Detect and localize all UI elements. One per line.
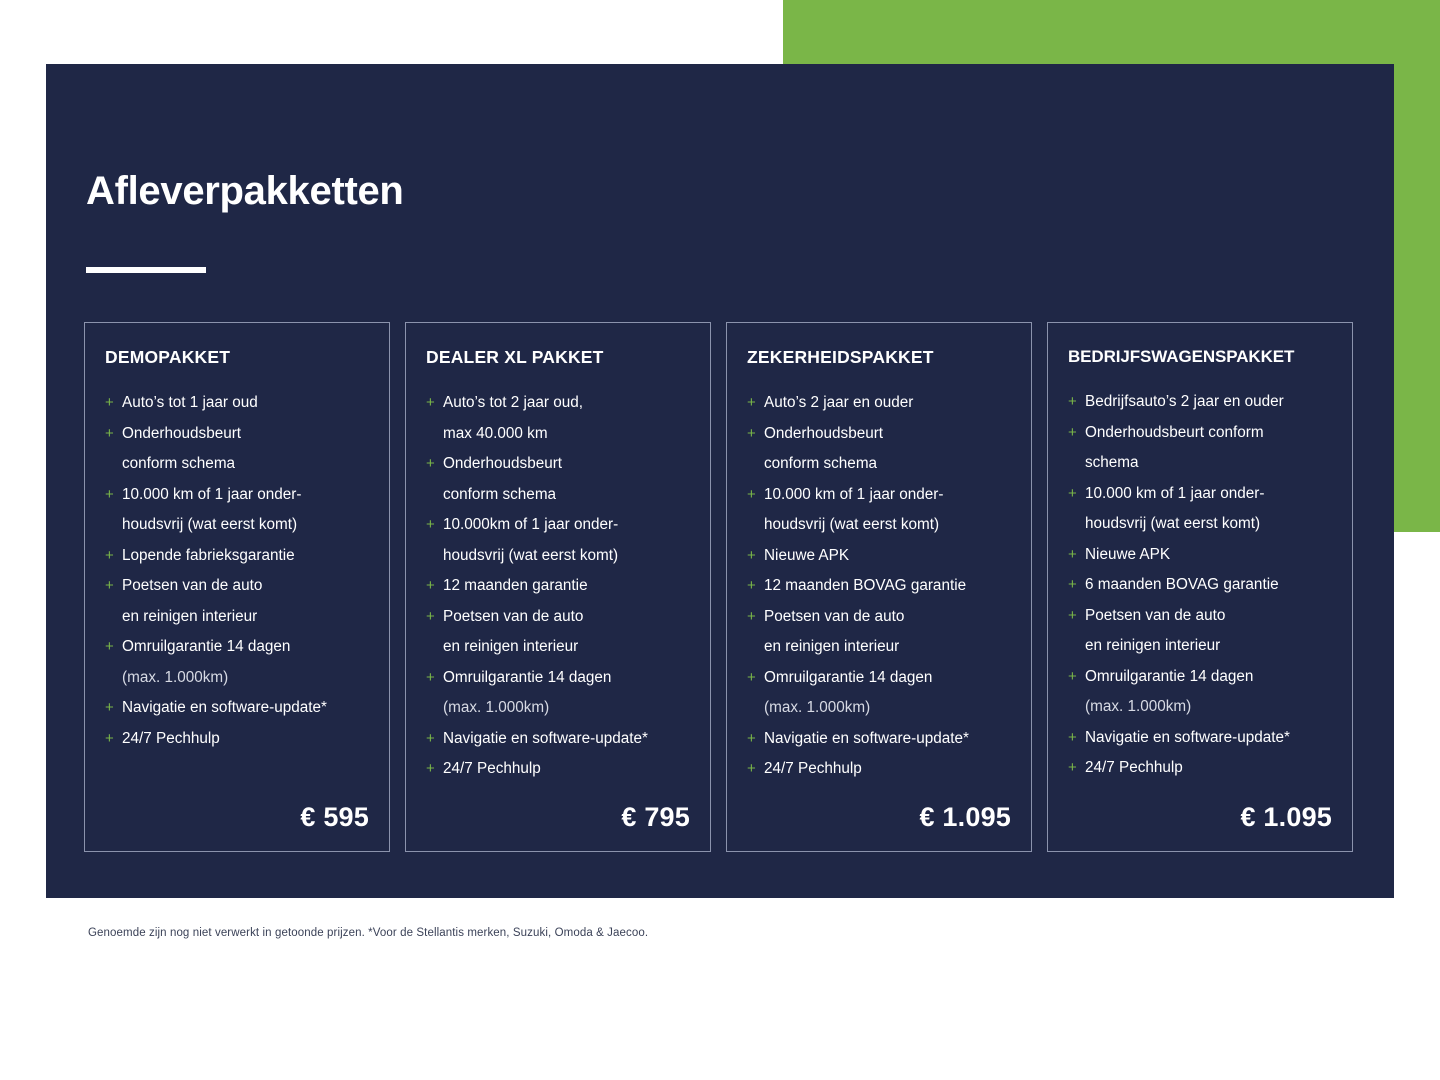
- plus-icon: +: [426, 577, 435, 594]
- package-feature-item: [1068, 570, 1332, 601]
- package-feature-label: (max. 1.000km): [1085, 698, 1192, 715]
- package-feature-label: Lopende fabrieksgarantie: [122, 546, 295, 564]
- page-title: Afleverpakketten: [86, 169, 404, 213]
- package-feature-item: [747, 510, 1011, 541]
- package-feature-item: [426, 541, 690, 572]
- package-feature-label: (max. 1.000km): [122, 668, 229, 686]
- package-feature-label: Omruilgarantie 14 dagen: [122, 638, 291, 655]
- package-feature-item: [747, 693, 1011, 724]
- package-feature-label: houdsvrij (wat eerst komt): [764, 516, 940, 533]
- plus-icon: +: [1068, 606, 1077, 624]
- package-card-title: BEDRIJFSWAGENSPAKKET: [1068, 347, 1295, 366]
- plus-icon: +: [105, 577, 114, 594]
- package-feature-item: [1068, 448, 1332, 479]
- package-feature-item: [1068, 418, 1332, 449]
- package-feature-item: [1068, 479, 1332, 510]
- package-card-title: DEMOPAKKET: [105, 347, 231, 367]
- package-feature-label: houdsvrij (wat eerst komt): [1085, 515, 1261, 532]
- plus-icon: +: [426, 760, 435, 777]
- plus-icon: +: [426, 455, 435, 472]
- package-feature-item: [1068, 601, 1332, 632]
- package-feature-label: Poetsen van de auto: [1085, 606, 1226, 624]
- package-feature-label: en reinigen interieur: [122, 607, 258, 625]
- package-feature-item: [105, 510, 369, 541]
- package-feature-label: Navigatie en software-update*: [764, 729, 969, 747]
- plus-icon: +: [747, 394, 756, 411]
- package-feature-label: 10.000km of 1 jaar onder-: [443, 516, 619, 533]
- plus-icon: +: [1068, 393, 1077, 410]
- package-feature-label: 24/7 Pechhulp: [1085, 759, 1183, 776]
- plus-icon: +: [747, 546, 756, 564]
- package-feature-item: [1068, 692, 1332, 723]
- package-feature-item: [105, 480, 369, 511]
- plus-icon: +: [1068, 667, 1077, 685]
- package-feature-label: 24/7 Pechhulp: [443, 760, 541, 777]
- package-feature-item: [747, 663, 1011, 694]
- plus-icon: +: [747, 729, 756, 747]
- package-feature-item: [747, 480, 1011, 511]
- plus-icon: +: [105, 729, 114, 747]
- package-feature-label: Poetsen van de auto: [443, 607, 584, 625]
- package-feature-list: [426, 388, 690, 785]
- package-feature-list: [747, 388, 1011, 785]
- plus-icon: +: [1068, 759, 1077, 776]
- package-feature-label: Navigatie en software-update*: [122, 699, 327, 716]
- plus-icon: +: [426, 607, 435, 625]
- package-card-list: [84, 322, 1362, 852]
- package-feature-item: [426, 724, 690, 755]
- package-feature-item: [426, 480, 690, 511]
- package-feature-label: Navigatie en software-update*: [443, 729, 648, 747]
- package-price: € 595: [300, 802, 369, 832]
- package-feature-label: en reinigen interieur: [1085, 637, 1221, 654]
- package-feature-label: conform schema: [443, 485, 557, 503]
- package-feature-item: [426, 388, 690, 419]
- package-feature-item: [426, 571, 690, 602]
- plus-icon: +: [426, 516, 435, 533]
- package-feature-item: [1068, 662, 1332, 693]
- package-feature-item: [747, 541, 1011, 572]
- package-feature-label: Omruilgarantie 14 dagen: [764, 668, 933, 686]
- package-feature-label: en reinigen interieur: [443, 638, 579, 655]
- package-feature-label: Onderhoudsbeurt: [764, 424, 884, 442]
- package-feature-item: [1068, 723, 1332, 754]
- package-feature-label: Poetsen van de auto: [122, 577, 263, 594]
- package-feature-item: [105, 632, 369, 663]
- plus-icon: +: [1068, 545, 1077, 563]
- package-feature-label: Nieuwe APK: [1085, 545, 1171, 563]
- package-feature-label: Auto’s tot 2 jaar oud,: [443, 394, 584, 411]
- package-feature-label: schema: [1085, 454, 1139, 471]
- package-feature-item: [105, 419, 369, 450]
- package-feature-label: (max. 1.000km): [764, 699, 871, 716]
- content-panel: [46, 64, 1394, 898]
- package-feature-item: [747, 419, 1011, 450]
- package-feature-label: Nieuwe APK: [764, 546, 850, 564]
- package-feature-label: 10.000 km of 1 jaar onder-: [1085, 484, 1265, 502]
- package-feature-item: [747, 449, 1011, 480]
- package-feature-item: [105, 571, 369, 602]
- package-feature-item: [105, 541, 369, 572]
- package-feature-label: Onderhoudsbeurt conform: [1085, 423, 1264, 441]
- package-feature-list: [105, 388, 369, 754]
- plus-icon: +: [747, 607, 756, 625]
- package-feature-item: [426, 602, 690, 633]
- package-feature-item: [105, 388, 369, 419]
- package-card[interactable]: [84, 322, 390, 852]
- package-card[interactable]: [1047, 322, 1353, 852]
- plus-icon: +: [747, 760, 756, 777]
- plus-icon: +: [105, 638, 114, 655]
- package-feature-item: [1068, 387, 1332, 418]
- package-feature-item: [1068, 631, 1332, 662]
- plus-icon: +: [1068, 484, 1077, 502]
- plus-icon: +: [747, 485, 756, 503]
- package-card[interactable]: [726, 322, 1032, 852]
- package-price: € 1.095: [1240, 802, 1332, 832]
- package-card[interactable]: [405, 322, 711, 852]
- package-feature-item: [747, 571, 1011, 602]
- package-card-title: ZEKERHEIDSPAKKET: [747, 347, 934, 367]
- plus-icon: +: [747, 668, 756, 686]
- package-feature-item: [1068, 509, 1332, 540]
- package-feature-item: [747, 724, 1011, 755]
- package-feature-label: Navigatie en software-update*: [1085, 728, 1290, 746]
- package-feature-item: [1068, 540, 1332, 571]
- plus-icon: +: [105, 699, 114, 716]
- package-feature-label: 6 maanden BOVAG garantie: [1085, 576, 1279, 593]
- package-feature-label: (max. 1.000km): [443, 699, 550, 716]
- package-feature-label: 24/7 Pechhulp: [122, 729, 220, 747]
- package-feature-item: [426, 419, 690, 450]
- package-feature-list: [1068, 387, 1332, 784]
- package-feature-item: [426, 632, 690, 663]
- package-feature-label: Onderhoudsbeurt: [122, 424, 242, 442]
- plus-icon: +: [747, 424, 756, 442]
- plus-icon: +: [1068, 728, 1077, 746]
- plus-icon: +: [105, 394, 114, 411]
- package-feature-item: [105, 449, 369, 480]
- package-feature-item: [105, 724, 369, 755]
- package-price: € 1.095: [919, 802, 1011, 832]
- plus-icon: +: [426, 394, 435, 411]
- plus-icon: +: [105, 546, 114, 564]
- package-feature-label: 24/7 Pechhulp: [764, 760, 862, 777]
- package-price: € 795: [621, 802, 690, 832]
- package-feature-label: Poetsen van de auto: [764, 607, 905, 625]
- package-feature-label: Omruilgarantie 14 dagen: [1085, 667, 1254, 685]
- package-feature-item: [105, 693, 369, 724]
- plus-icon: +: [105, 485, 114, 503]
- plus-icon: +: [426, 668, 435, 686]
- package-feature-item: [426, 510, 690, 541]
- package-feature-item: [1068, 753, 1332, 784]
- package-feature-item: [426, 663, 690, 694]
- package-feature-label: conform schema: [122, 455, 236, 472]
- package-feature-label: conform schema: [764, 455, 878, 472]
- package-feature-item: [426, 693, 690, 724]
- package-feature-label: houdsvrij (wat eerst komt): [443, 546, 619, 564]
- package-feature-label: Onderhoudsbeurt: [443, 455, 563, 472]
- package-feature-item: [747, 388, 1011, 419]
- package-feature-label: Auto’s tot 1 jaar oud: [122, 394, 258, 411]
- package-feature-item: [747, 602, 1011, 633]
- package-feature-label: 12 maanden BOVAG garantie: [764, 577, 967, 594]
- package-feature-item: [105, 602, 369, 633]
- package-feature-label: Auto’s 2 jaar en ouder: [764, 394, 914, 411]
- plus-icon: +: [747, 577, 756, 594]
- package-feature-label: 10.000 km of 1 jaar onder-: [122, 485, 302, 503]
- package-card-title: DEALER XL PAKKET: [426, 347, 604, 367]
- footnote-text: Genoemde zijn nog niet verwerkt in getoonde prijzen. *Voor de Stellantis merken, Suzuki, Omoda & Jaecoo.: [88, 927, 649, 939]
- package-feature-label: 10.000 km of 1 jaar onder-: [764, 485, 944, 503]
- package-feature-label: max 40.000 km: [443, 424, 548, 442]
- plus-icon: +: [426, 729, 435, 747]
- plus-icon: +: [1068, 423, 1077, 441]
- package-feature-label: houdsvrij (wat eerst komt): [122, 516, 298, 533]
- title-underline-rule: [86, 267, 206, 273]
- package-feature-label: en reinigen interieur: [764, 638, 900, 655]
- package-feature-item: [747, 754, 1011, 785]
- package-feature-item: [426, 754, 690, 785]
- plus-icon: +: [105, 424, 114, 442]
- package-feature-label: Omruilgarantie 14 dagen: [443, 668, 612, 686]
- package-feature-item: [747, 632, 1011, 663]
- package-feature-item: [426, 449, 690, 480]
- package-feature-label: Bedrijfsauto’s 2 jaar en ouder: [1085, 393, 1284, 410]
- plus-icon: +: [1068, 576, 1077, 593]
- package-feature-item: [105, 663, 369, 694]
- package-feature-label: 12 maanden garantie: [443, 577, 588, 594]
